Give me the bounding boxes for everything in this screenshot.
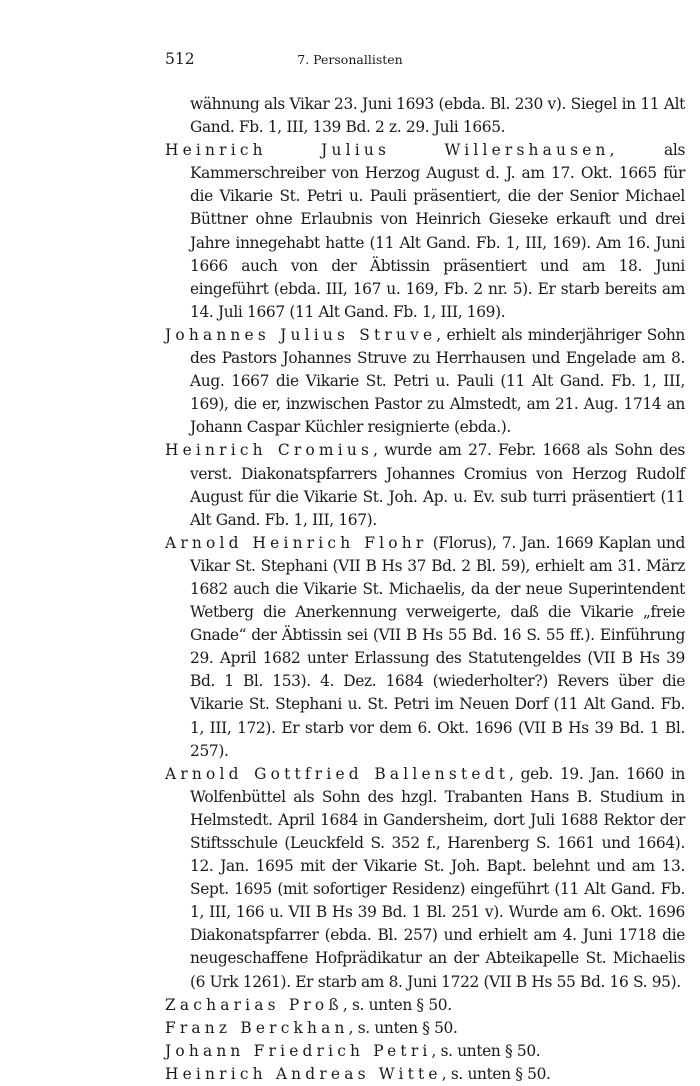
person-name: Arnold Gottfried Ballenstedt — [165, 764, 510, 783]
person-name: Heinrich Cromius — [165, 441, 374, 460]
entry-text: , s. unten § 50. — [431, 1041, 541, 1060]
entry-berckhan — [165, 1017, 685, 1040]
entry-witte — [165, 1063, 685, 1086]
entry-text: , s. unten § 50. — [441, 1064, 551, 1083]
entry-text: , geb. 19. Jan. 1660 in Wolfenbüttel als Sohn des hzgl. Trabanten Hans B. Studium in Helmstedt. April 1684 in Gandersheim, dort Juli 1688 Rektor der Stiftsschule (Leuckfeld S. 352 f., Harenberg S. 1661 und 1664). 12. Jan. 1695 mit der Vikarie St. Joh. Bapt. belehnt und am 13. Sept. 1695 (mit sofortiger Residenz) eingeführt (11 Alt Gand. Fb. 1, III, 166 u. VII B Hs 39 Bd. 1 Bl. 251 v). Wurde am 6. Okt. 1696 Diakonatspfarrer (ebda. Bl. 257) und erhielt am 4. Juni 1718 die neugeschaffene Hofprädikatur an der Abteikapelle St. Michaelis (6 Urk 1261). Er starb am 8. Juni 1722 (VII B Hs 55 Bd. 16 S. 95). — [190, 764, 685, 991]
entry-text: , s. unten § 50. — [348, 1018, 458, 1037]
running-head: 7. Personallisten — [297, 52, 403, 67]
entry-text: , erhielt als minderjähriger Sohn des Pastors Johannes Struve zu Herrhausen und Engelade am 8. Aug. 1667 die Vikarie St. Petri u. Pauli (11 Alt Gand. Fb. 1, III, 169), die er, inzwischen Pastor zu Almstedt, am 21. Aug. 1714 an Johann Caspar Küchler resignierte (ebda.). — [190, 325, 685, 437]
entry-willershausen — [165, 139, 685, 324]
entry-text: (Florus), 7. Jan. 1669 Kaplan und Vikar St. Stephani (VII B Hs 37 Bd. 2 Bl. 59), erhielt am 31. März 1682 auch die Vikarie St. Michaelis, da der neue Superintendent Wetberg die Anerkennung verweigerte, daß die Vikarie „freie Gnade“ der Äbtissin sei (VII B Hs 55 Bd. 16 S. 55 ff.). Einführung 29. April 1682 unter Erlassung des Statutengeldes (VII B Hs 39 Bd. 1 Bl. 153). 4. Dez. 1684 (wiederholter?) Revers über die Vikarie St. Stephani u. St. Petri im Neuen Dorf (11 Alt Gand. Fb. 1, III, 172). Er starb vor dem 6. Okt. 1696 (VII B Hs 39 Bd. 1 Bl. 257). — [190, 533, 685, 760]
entry-text: , s. unten § 50. — [342, 995, 452, 1014]
person-name: Heinrich Andreas Witte — [165, 1064, 442, 1083]
person-name: Zacharias Proß — [165, 995, 343, 1014]
entry-pross — [165, 994, 685, 1017]
person-name: Heinrich Julius Willershausen — [165, 141, 610, 160]
entry-continuation — [165, 93, 685, 139]
entry-struve — [165, 324, 685, 439]
entry-petri — [165, 1040, 685, 1063]
entry-flohr — [165, 532, 685, 763]
person-name: Johann Friedrich Petri — [165, 1041, 432, 1060]
person-name: Franz Berckhan — [165, 1018, 349, 1037]
page-number: 512 — [165, 50, 195, 68]
entry-cromius — [165, 439, 685, 531]
person-name: Arnold Heinrich Flohr — [165, 533, 428, 552]
person-name: Johannes Julius Struve — [165, 325, 437, 344]
entry-text: , als Kammerschreiber von Herzog August d. J. am 17. Okt. 1665 für die Vikarie St. Petri u. Pauli präsentiert, die der Senior Michael Büttner ohne Erlaubnis von Heinrich Gieseke erkauft und drei Jahre innegehabt hatte (11 Alt Gand. Fb. 1, III, 169). Am 16. Juni 1666 auch von der Äbtissin präsentiert und am 18. Juni eingeführt (ebda. III, 167 u. 169, Fb. 2 nr. 5). Er starb bereits am 14. Juli 1667 (11 Alt Gand. Fb. 1, III, 169). — [190, 141, 685, 321]
entry-text: wähnung als Vikar 23. Juni 1693 (ebda. Bl. 230 v). Siegel in 11 Alt Gand. Fb. 1, III, 139 Bd. 2 z. 29. Juli 1665. — [190, 95, 685, 137]
entry-ballenstedt — [165, 763, 685, 994]
entry-list — [165, 93, 685, 1086]
entry-text: , wurde am 27. Febr. 1668 als Sohn des verst. Diakonatspfarrers Johannes Cromius von Herzog Rudolf August für die Vikarie St. Joh. Ap. u. Ev. sub turri präsentiert (11 Alt Gand. Fb. 1, III, 167). — [190, 441, 685, 529]
